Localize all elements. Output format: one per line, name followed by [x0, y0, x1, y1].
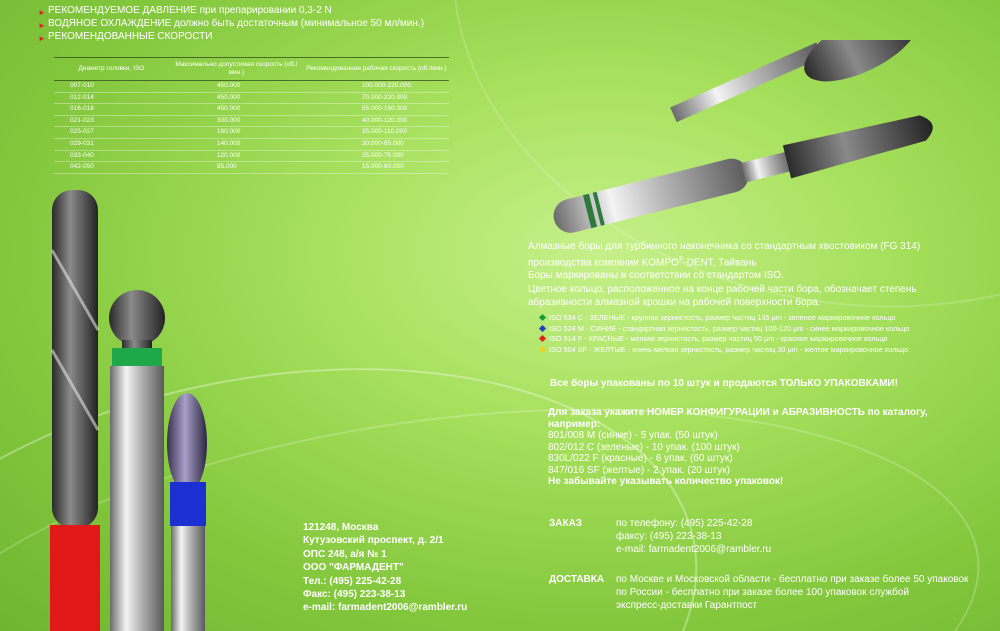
- triangle-bullet-icon: ►: [38, 21, 46, 30]
- table-cell: 042-050: [54, 162, 169, 174]
- table-row: [54, 115, 449, 127]
- red-ring: [50, 525, 100, 631]
- table-header: Диаметр головки, ISO: [54, 58, 169, 81]
- table-cell: 007-010: [54, 81, 169, 93]
- recommendation-item: ► РЕКОМЕНДОВАННЫЕ СКОРОСТИ: [38, 31, 213, 43]
- table-row: [54, 150, 449, 162]
- table-row: [54, 162, 449, 174]
- postal-address: 121248, Москва Кутузовский проспект, д. 2/1 ОПС 248, а/я № 1 ООО "ФАРМАДЕНТ" Тел.: (495) 225-42-28 Факс: (495) 223-38-13 e-mail: farmadent2006@rambler.ru: [303, 522, 468, 614]
- table-row: [54, 81, 449, 93]
- diamond-burs-illustration: [530, 40, 950, 240]
- table-cell: 450.000: [169, 92, 304, 104]
- dental-burs-illustration: [30, 180, 270, 631]
- order-example: 830L/022 F (красные) - 6 упак. (60 штук): [548, 453, 733, 464]
- table-cell: 300.000: [169, 115, 304, 127]
- table-cell: 35.000-110.000: [304, 127, 449, 139]
- table-cell: 120.000: [169, 150, 304, 162]
- order-example: 801/008 М (синие) - 5 упак. (50 штук): [548, 430, 718, 441]
- delivery-info: ДОСТАВКА по Москве и Московской области - бесплатно при заказе более 50 упаковок по России - бесплатно при заказе более 100 упаковок службой экспресс-доставки Гарантпост: [549, 574, 969, 611]
- cylinder-bur-head: [783, 109, 937, 178]
- table-cell: 160.000: [169, 127, 304, 139]
- table-row: [54, 104, 449, 116]
- order-example: 847/016 SF (желтые) - 2 упак. (20 штук): [548, 464, 731, 476]
- table-cell: 450.000: [169, 104, 304, 116]
- diamond-bullet-icon: [539, 324, 546, 331]
- table-cell: 95.000: [169, 162, 304, 174]
- bur-shank: [550, 155, 752, 236]
- table-row: [54, 127, 449, 139]
- table-cell: 15.000-60.000: [304, 162, 449, 174]
- order-example: 802/012 С (зеленые) - 10 упак. (100 штук): [548, 441, 740, 453]
- triangle-bullet-icon: ►: [38, 8, 46, 17]
- table-cell: 016-018: [54, 104, 169, 116]
- iso-grit-item: ISO 504 SF - ЖЕЛТЫЕ - очень мелкая зернистость, размер частиц 30 μm - желтое маркировочное кольцо: [540, 345, 909, 356]
- table-cell: 025-027: [54, 127, 169, 139]
- table-row: [54, 92, 449, 104]
- table-cell: 029-031: [54, 138, 169, 150]
- diamond-bullet-icon: [539, 335, 546, 342]
- flame-bur-shank: [171, 526, 205, 631]
- diamond-bullet-icon: [539, 345, 546, 352]
- table-cell: 012-014: [54, 92, 169, 104]
- order-contacts: ЗАКАЗ по телефону: (495) 225-42-28 факсу: (495) 223-38-13 e-mail: farmadent2006@rambler.ru: [549, 518, 772, 555]
- table-cell: 021-023: [54, 115, 169, 127]
- table-cell: 55.000-160.000: [304, 104, 449, 116]
- table-cell: 100.000-220.000: [304, 81, 449, 93]
- recommendation-item: ► ВОДЯНОЕ ОХЛАЖДЕНИЕ должно быть достаточным (минимальное 50 мл/мин.): [38, 18, 425, 30]
- table-cell: 70.000-220.000: [304, 92, 449, 104]
- table-cell: 30.000-95.000: [304, 138, 449, 150]
- blue-ring: [170, 482, 206, 526]
- table-header: Максимально допустимая скорость (об./мин.): [169, 58, 304, 81]
- table-cell: 140.000: [169, 138, 304, 150]
- table-cell: 25.000-75.000: [304, 150, 449, 162]
- recommendation-item: ► РЕКОМЕНДУЕМОЕ ДАВЛЕНИЕ при препарировании 0,3-2 N: [38, 5, 332, 17]
- order-instructions: Для заказа укажите НОМЕР КОНФИГУРАЦИИ и АБРАЗИВНОСТЬ по каталогу, например: 801/008 М (синие) - 5 упак. (50 штук) 802/012 С (зеленые) - 10 упак. (100 штук) 830L/022 F (красные) - 6 упак. (60 штук) 847/016 SF (желтые) - 2 упак. (20 штук) Не забывайте указывать количество упаковок!: [548, 407, 928, 487]
- table-cell: 033-040: [54, 150, 169, 162]
- table-row: [54, 138, 449, 150]
- packaging-notice: Все боры упакованы по 10 штук и продаются ТОЛЬКО УПАКОВКАМИ!: [550, 378, 898, 389]
- table-cell: 40.000-120.000: [304, 115, 449, 127]
- table-cell: 450.000: [169, 81, 304, 93]
- recommendations-list: [38, 4, 424, 43]
- iso-grit-list: [540, 313, 909, 355]
- triangle-bullet-icon: ►: [38, 34, 46, 43]
- ball-bur-shank: [110, 366, 164, 631]
- flame-bur-head: [167, 393, 207, 493]
- table-header: Рекомендованная рабочая скорость (об./мин.): [304, 58, 449, 81]
- iso-grit-item: ISO 534 С - ЗЕЛЕНЫЕ - крупная зернистость, размер частиц 135 μm - зеленое маркировочное кольцо: [540, 313, 909, 324]
- product-description: Алмазные боры для турбинного наконечника со стандартным хвостовиком (FG 314) производства компании KOMPO®-DENT, Тайвань Боры маркированы в соответствии со стандартом ISO. Цветное кольцо, расположенное на конце рабочей части бора, обозначает степень абразивности алмазной крошки на рабочей поверхности бора.: [528, 241, 921, 309]
- speed-table: [54, 57, 449, 174]
- iso-grit-item: ISO 524 М - СИНИЕ - стандартная зернистость, размер частиц 100-120 μm - синее маркировочное кольцо: [540, 324, 909, 335]
- diamond-bullet-icon: [539, 314, 546, 321]
- green-ring: [112, 348, 162, 366]
- iso-grit-item: ISO 514 F - КРАСНЫЕ - мелкая зернистость, размер частиц 50 μm - красное маркировочное кольцо: [540, 334, 909, 345]
- egg-bur-head: [794, 40, 928, 96]
- ball-bur-head: [109, 290, 165, 346]
